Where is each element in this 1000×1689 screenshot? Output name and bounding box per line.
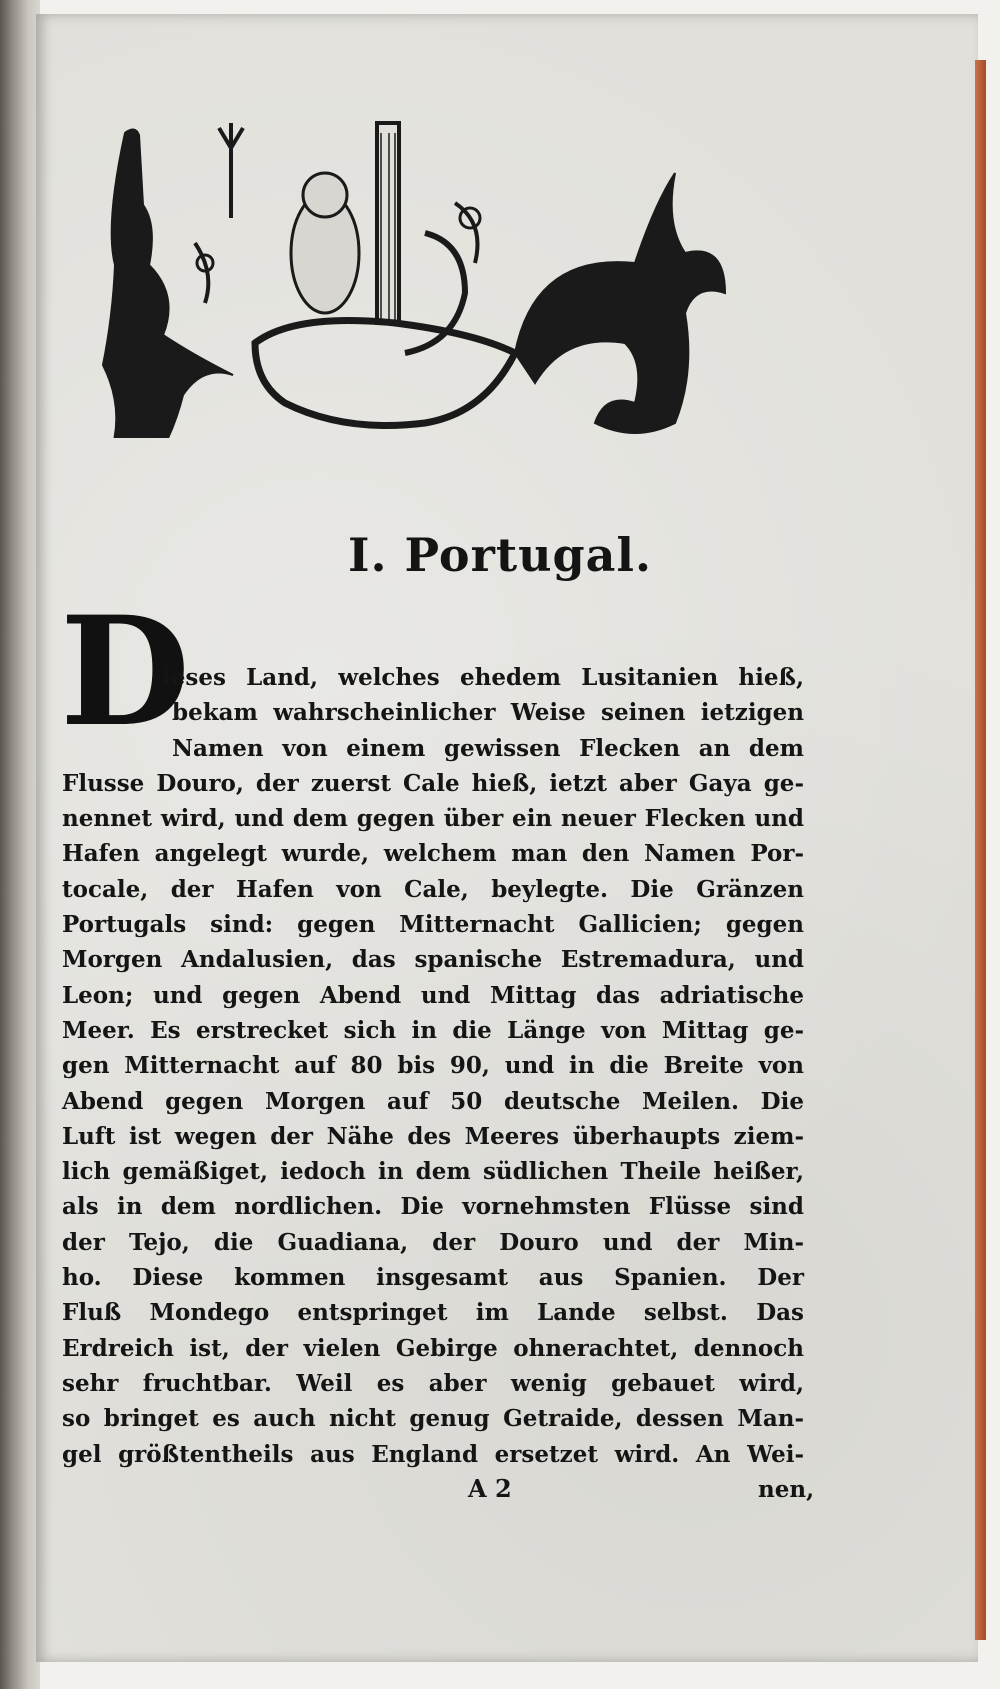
text-line: gel größtentheils aus England ersetzet wird. An Wei-: [62, 1440, 804, 1468]
text-line: Leon; und gegen Abend und Mittag das adriatische: [62, 981, 804, 1009]
text-line: Erdreich ist, der vielen Gebirge ohnerachtet, dennoch: [62, 1334, 804, 1362]
text-line: gen Mitternacht auf 80 bis 90, und in die Breite von: [62, 1052, 804, 1080]
signature-mark: A 2: [468, 1474, 512, 1503]
text-line: tocale, der Hafen von Cale, beylegte. Die Gränzen: [62, 875, 804, 903]
chapter-title: I. Portugal.: [348, 528, 652, 582]
text-line: Hafen angelegt wurde, welchem man den Namen Por-: [62, 840, 804, 868]
text-line: Morgen Andalusien, das spanische Estremadura, und: [62, 946, 804, 974]
text-line: Meer. Es erstrecket sich in die Länge von Mittag ge-: [62, 1016, 804, 1044]
drop-cap-initial: D: [60, 584, 191, 760]
text-line: Portugals sind: gegen Mitternacht Gallicien; gegen: [62, 911, 804, 939]
text-line: bekam wahrscheinlicher Weise seinen ietzigen: [172, 699, 804, 727]
text-line: Flusse Douro, der zuerst Cale hieß, ietzt aber Gaya ge-: [62, 769, 804, 797]
book-binding: [0, 0, 40, 1689]
left-scroll-pillar: [103, 129, 233, 438]
catchword: nen,: [758, 1476, 815, 1503]
body-text: [62, 660, 804, 1472]
red-page-edge: [975, 60, 986, 1640]
text-line: Abend gegen Morgen auf 50 deutsche Meilen. Die: [62, 1087, 804, 1115]
basin-scroll: [255, 321, 515, 426]
text-line: lich gemäßiget, iedoch in dem südlichen Theile heißer,: [62, 1158, 804, 1186]
text-line: sehr fruchtbar. Weil es aber wenig gebauet wird,: [62, 1369, 804, 1397]
text-line: der Tejo, die Guadiana, der Douro und der Min-: [62, 1228, 804, 1256]
text-line: Fluß Mondego entspringet im Lande selbst. Das: [62, 1299, 804, 1327]
text-line: ieses Land, welches ehedem Lusitanien hieß,: [162, 664, 804, 691]
right-acanthus-scroll: [515, 173, 725, 433]
text-line: so bringet es auch nicht genug Getraide, dessen Man-: [62, 1405, 804, 1433]
text-line: nennet wird, und dem gegen über ein neuer Flecken und: [62, 805, 804, 833]
text-line: Luft ist wegen der Nähe des Meeres überhaupts ziem-: [62, 1122, 804, 1150]
decorative-headpiece-ornament: [95, 113, 735, 438]
trident: [219, 123, 243, 218]
text-line: ho. Diese kommen insgesamt aus Spanien. Der: [62, 1264, 804, 1292]
text-line: Namen von einem gewissen Flecken an dem: [172, 734, 804, 762]
text-line: als in dem nordlichen. Die vornehmsten Flüsse sind: [62, 1193, 804, 1221]
